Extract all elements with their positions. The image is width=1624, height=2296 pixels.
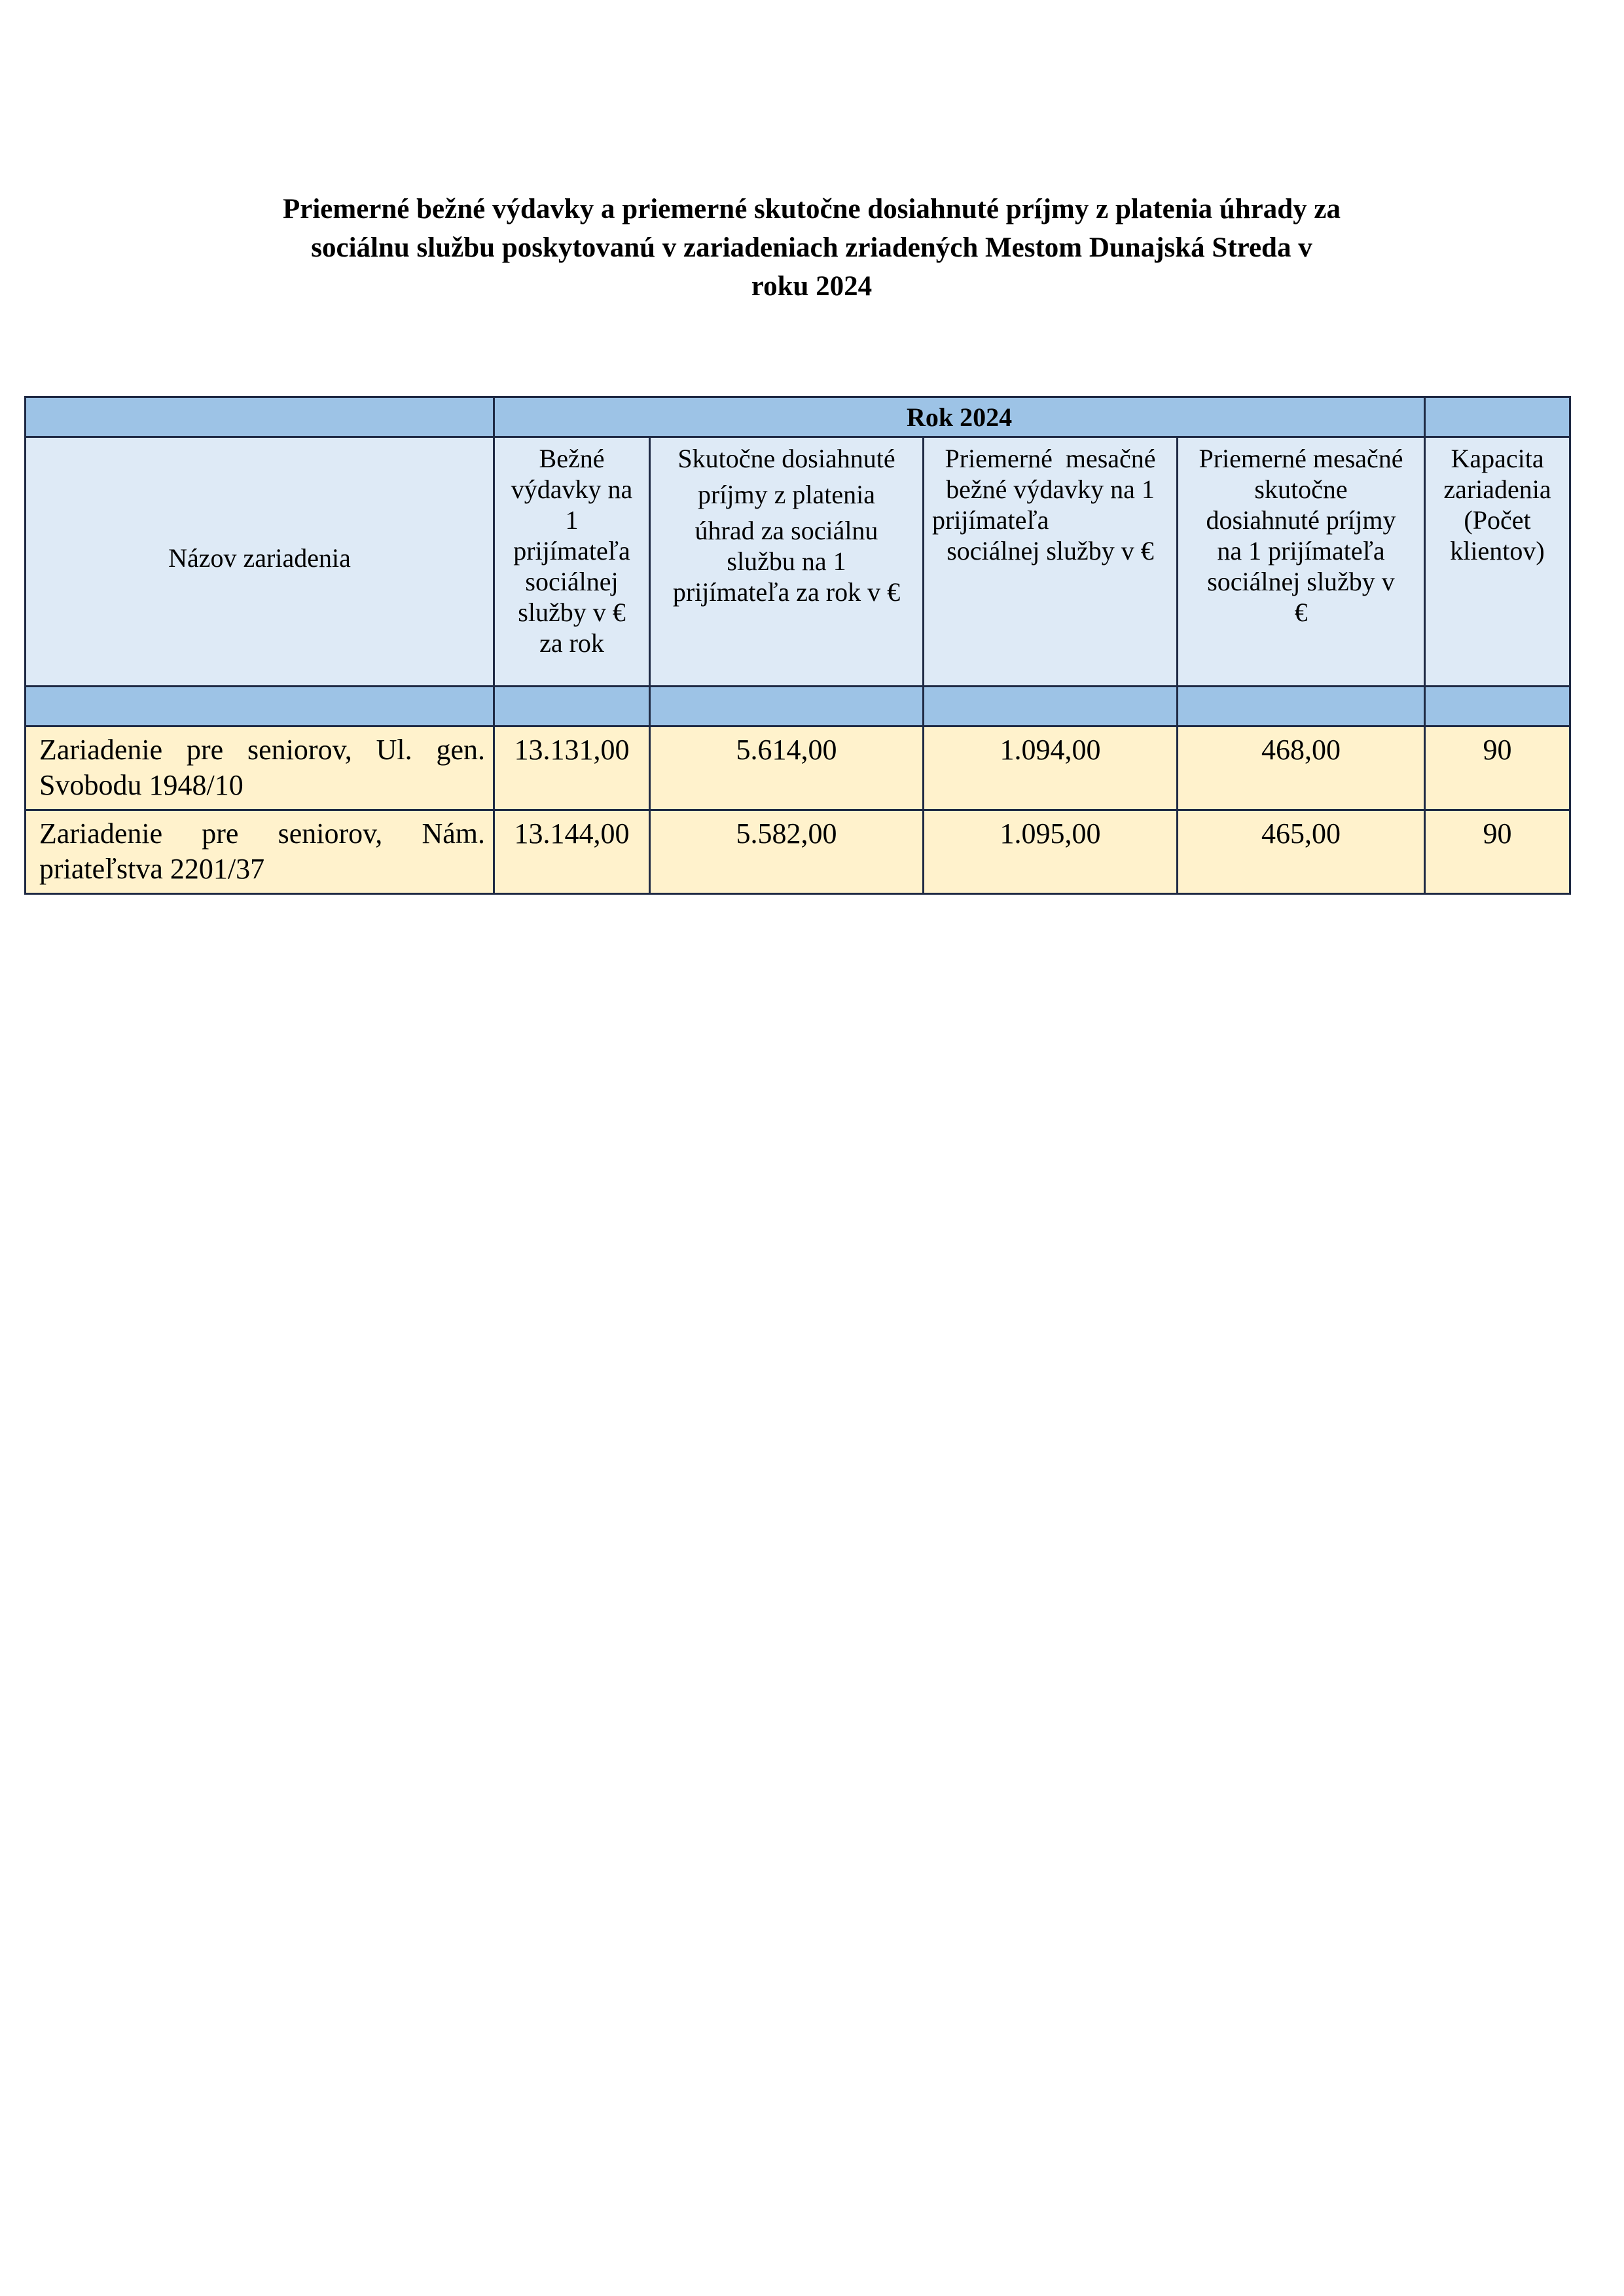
header-line: príjmy z platenia — [697, 480, 875, 509]
blank-header-cell — [26, 397, 494, 437]
title-line-1: Priemerné bežné výdavky a priemerné skutočne dosiahnuté príjmy z platenia úhrady za — [283, 194, 1341, 224]
header-line: za rok — [539, 628, 604, 658]
separator-cell — [924, 687, 1178, 726]
header-line: prijímateľa — [932, 505, 1049, 535]
header-line: skutočne — [1254, 475, 1348, 504]
header-line: službu na 1 — [727, 547, 846, 576]
facility-name-line: Zariadenie pre seniorov, Ul. gen. — [39, 734, 485, 766]
facility-name-line: priateľstva 2201/37 — [39, 853, 265, 885]
facilities-table — [24, 396, 1571, 895]
header-line: na 1 prijímateľa — [1217, 536, 1385, 565]
header-line: služby v € — [518, 598, 626, 627]
header-line: klientov) — [1450, 536, 1545, 565]
prijmy-value: 5.582,00 — [650, 810, 924, 894]
page-title — [216, 190, 1407, 306]
facility-name-line: Zariadenie pre seniorov, Nám. — [39, 817, 485, 850]
header-line: prijímateľa — [513, 536, 630, 565]
header-line: prijímateľa za rok v € — [672, 577, 901, 607]
mesacne-vydavky-value: 1.095,00 — [924, 810, 1178, 894]
facility-name-line: Svobodu 1948/10 — [39, 769, 244, 801]
header-line: sociálnej služby v — [1207, 567, 1395, 596]
header-line: Kapacita — [1451, 444, 1544, 473]
column-header-row — [26, 437, 1570, 687]
column-header-mesacne-vydavky — [924, 437, 1178, 687]
header-line: dosiahnuté príjmy — [1206, 505, 1396, 535]
header-line: sociálnej služby v € — [947, 536, 1154, 565]
header-line: Skutočne dosiahnuté — [677, 444, 895, 473]
separator-cell — [650, 687, 924, 726]
table-row — [26, 810, 1570, 894]
column-header-name: Názov zariadenia — [26, 437, 494, 687]
column-header-prijmy — [650, 437, 924, 687]
year-header: Rok 2024 — [494, 397, 1425, 437]
header-line: € — [1294, 598, 1308, 627]
header-line: Priemerné mesačné — [945, 444, 1156, 473]
table-row — [26, 726, 1570, 810]
year-header-row — [26, 397, 1570, 437]
header-line: bežné výdavky na 1 — [946, 475, 1155, 504]
separator-cell — [1425, 687, 1570, 726]
kapacita-value: 90 — [1425, 810, 1570, 894]
facility-name — [26, 726, 494, 810]
separator-cell — [1178, 687, 1425, 726]
blank-header-cell — [1425, 397, 1570, 437]
bezne-vydavky-value: 13.131,00 — [494, 726, 650, 810]
header-line: sociálnej — [525, 567, 619, 596]
header-line: 1 — [565, 505, 579, 535]
mesacne-prijmy-value: 468,00 — [1178, 726, 1425, 810]
separator-cell — [26, 687, 494, 726]
prijmy-value: 5.614,00 — [650, 726, 924, 810]
column-header-bezne-vydavky — [494, 437, 650, 687]
title-line-3: roku 2024 — [751, 271, 873, 302]
separator-cell — [494, 687, 650, 726]
mesacne-prijmy-value: 465,00 — [1178, 810, 1425, 894]
header-line: Priemerné mesačné — [1199, 444, 1403, 473]
column-header-mesacne-prijmy — [1178, 437, 1425, 687]
header-line: (Počet — [1464, 505, 1531, 535]
header-line: výdavky na — [511, 475, 633, 504]
mesacne-vydavky-value: 1.094,00 — [924, 726, 1178, 810]
title-line-2: sociálnu službu poskytovanú v zariadeniach zriadených Mestom Dunajská Streda v — [311, 232, 1312, 263]
column-header-kapacita — [1425, 437, 1570, 687]
bezne-vydavky-value: 13.144,00 — [494, 810, 650, 894]
facility-name — [26, 810, 494, 894]
header-line: Bežné — [539, 444, 605, 473]
header-line: zariadenia — [1443, 475, 1551, 504]
header-line: úhrad za sociálnu — [695, 516, 878, 545]
kapacita-value: 90 — [1425, 726, 1570, 810]
separator-row — [26, 687, 1570, 726]
